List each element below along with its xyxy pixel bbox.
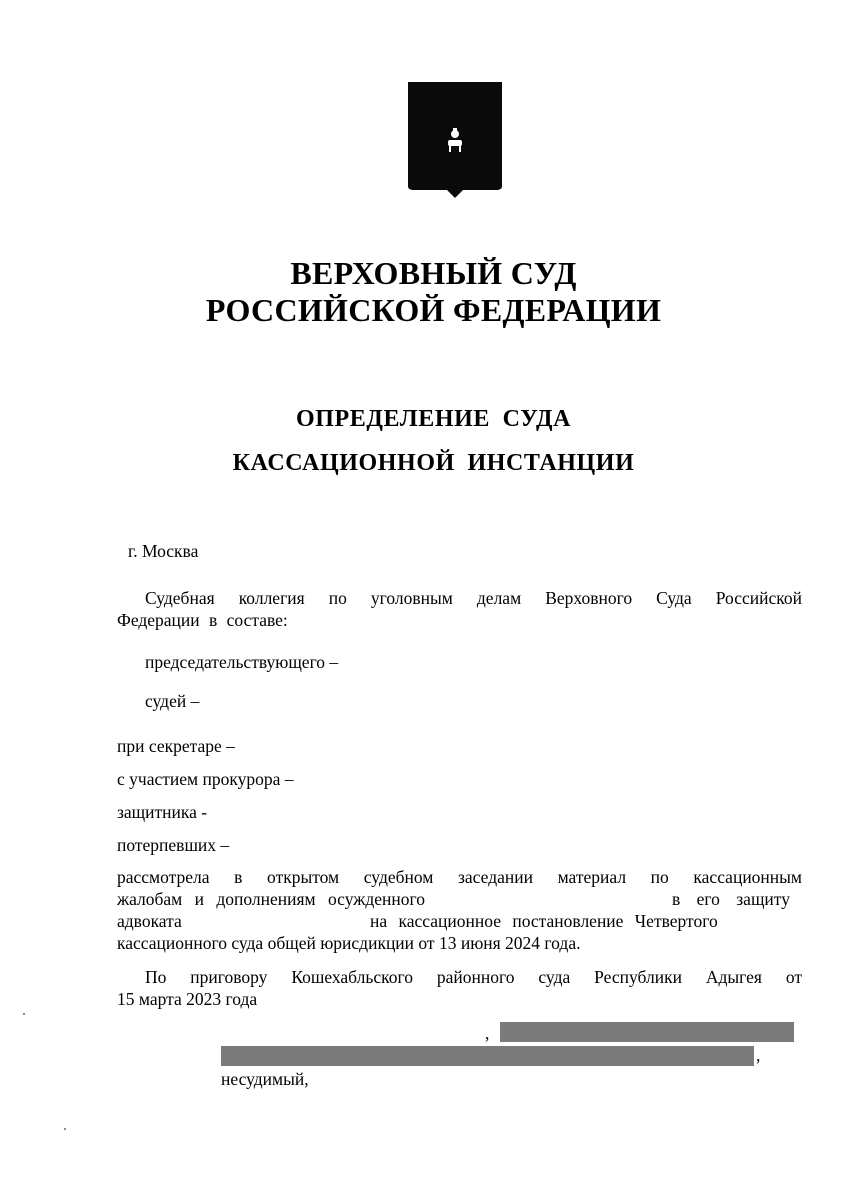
presiding-judge-label: председательствующего – xyxy=(145,652,339,672)
defender-label: защитника - xyxy=(117,802,208,822)
emblem xyxy=(408,82,502,198)
paragraph1-line3b: на кассационное постановление Четвертого xyxy=(370,911,718,931)
paragraph2-line2: 15 марта 2023 года xyxy=(117,989,258,1009)
paragraph1-line2a: жалобам и дополнениям осужденного xyxy=(117,889,425,909)
court-name-line1: ВЕРХОВНЫЙ СУД xyxy=(290,255,577,291)
redacted-block xyxy=(500,1022,794,1042)
prosecutor-label: с участием прокурора – xyxy=(117,769,294,789)
judges-label: судей – xyxy=(145,691,200,711)
comma: , xyxy=(756,1045,761,1065)
comma: , xyxy=(485,1023,490,1043)
not-convicted-label: несудимый, xyxy=(221,1069,309,1089)
coat-of-arms-icon xyxy=(408,82,502,198)
court-name-line2: РОССИЙСКОЙ ФЕДЕРАЦИИ xyxy=(205,292,662,328)
paragraph1-line1: рассмотрела в открытом судебном заседании материал по кассационным xyxy=(117,867,802,887)
secretary-label: при секретаре – xyxy=(117,736,235,756)
paragraph1-line2b: в его защиту xyxy=(672,889,790,909)
composition-line2: Федерации в составе: xyxy=(117,610,288,630)
scan-speck xyxy=(64,1128,66,1130)
redacted-block xyxy=(221,1046,754,1066)
paragraph1-line3a: адвоката xyxy=(117,911,182,931)
document-title-line1: ОПРЕДЕЛЕНИЕ СУДА xyxy=(295,406,572,432)
city: г. Москва xyxy=(128,541,199,561)
scan-speck xyxy=(23,1013,25,1015)
paragraph2-line1: По приговору Кошехабльского районного суда Республики Адыгея от xyxy=(145,967,802,987)
composition-line1: Судебная коллегия по уголовным делам Верховного Суда Российской xyxy=(145,588,802,608)
victims-label: потерпевших – xyxy=(117,835,230,855)
paragraph1-line4: кассационного суда общей юрисдикции от 13 июня 2024 года. xyxy=(117,933,581,953)
document-title-line2: КАССАЦИОННОЙ ИНСТАНЦИИ xyxy=(232,450,635,476)
